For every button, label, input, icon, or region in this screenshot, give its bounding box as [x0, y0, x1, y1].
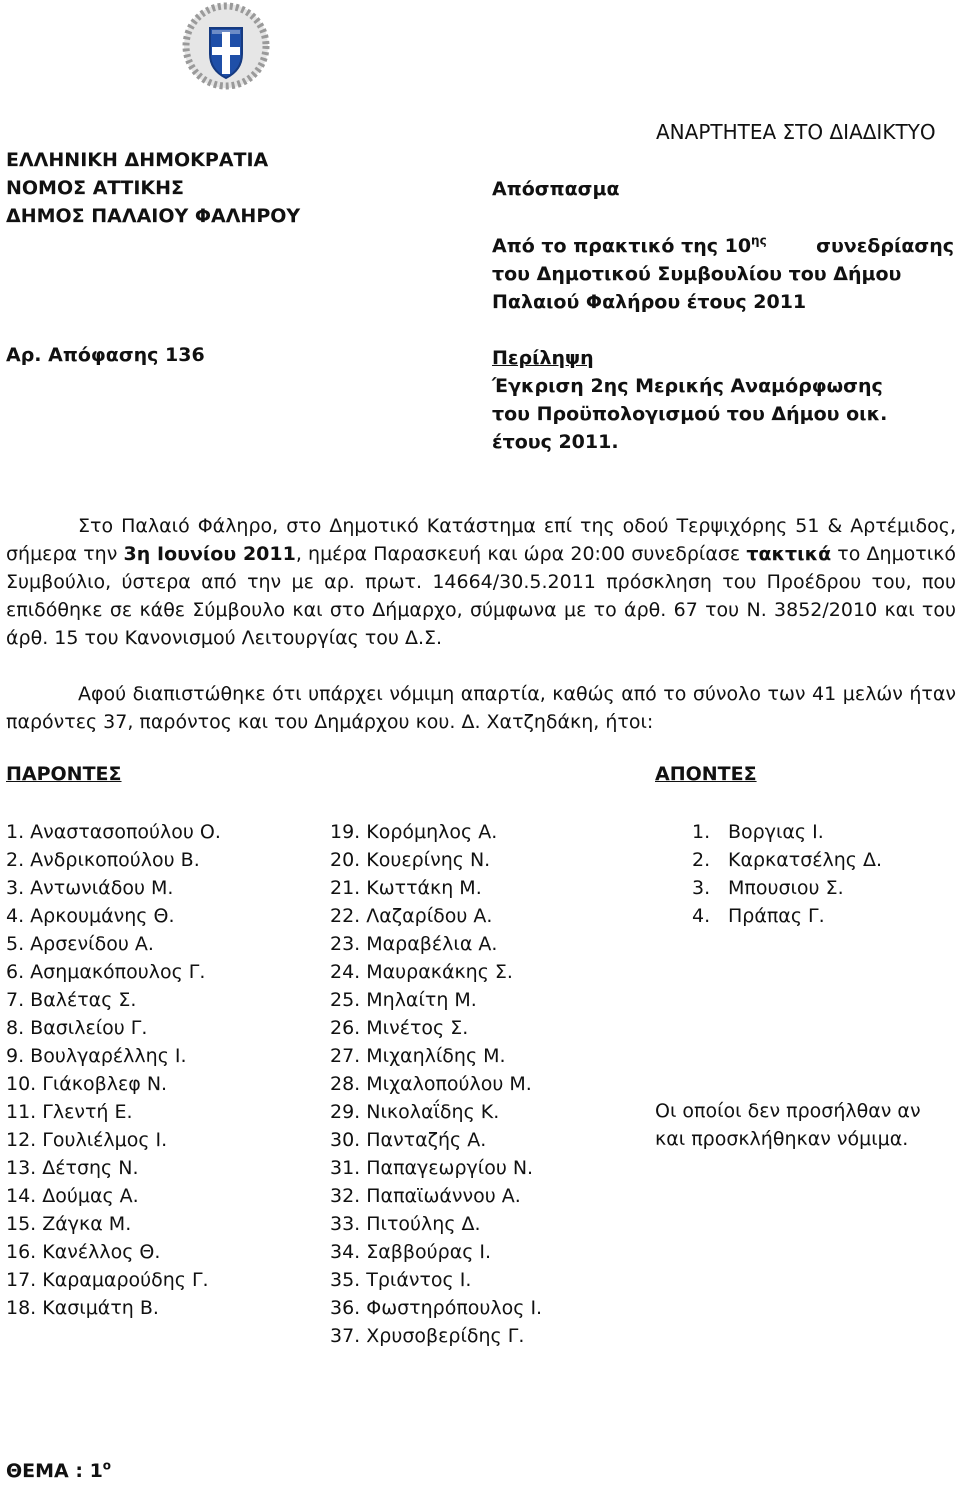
list-item: 24. Μαυρακάκης Σ. — [330, 961, 513, 983]
list-name: Μπουσιου Σ. — [728, 877, 844, 899]
list-item: 8. Βασιλείου Γ. — [6, 1017, 148, 1039]
decision-number: Αρ. Απόφασης 136 — [6, 344, 205, 366]
list-item — [692, 874, 882, 902]
list-item: 2. Ανδρικοπούλου Β. — [6, 849, 200, 871]
list-item: 6. Ασημακόπουλος Γ. — [6, 961, 206, 983]
summary-line-3: έτους 2011. — [492, 431, 619, 453]
greek-state-emblem-icon — [182, 2, 270, 90]
subject-heading — [6, 1460, 111, 1482]
list-item: 17. Καραμαρούδης Γ. — [6, 1269, 209, 1291]
list-item — [692, 846, 882, 874]
list-item: 28. Μιχαλοπούλου Μ. — [330, 1073, 532, 1095]
session-text-b: , ημέρα Παρασκευή και ώρα 20:00 συνεδρίασε — [295, 543, 747, 565]
list-number: 1. — [692, 821, 711, 843]
list-item: 15. Ζάγκα Μ. — [6, 1213, 132, 1235]
absent-note-line-1: Οι οποίοι δεν προσήλθαν αν — [655, 1100, 921, 1122]
list-item: 10. Γιάκοβλεφ Ν. — [6, 1073, 168, 1095]
minutes-text-pre: Από το πρακτικό της 10 — [492, 235, 752, 257]
summary-line-2: του Προϋπολογισμού του Δήμου οικ. — [492, 403, 888, 425]
present-title: ΠΑΡΟΝΤΕΣ — [6, 763, 122, 785]
list-item: 27. Μιχαηλίδης Μ. — [330, 1045, 506, 1067]
list-name: Πράπας Γ. — [728, 905, 825, 927]
list-name: Καρκατσέλης Δ. — [728, 849, 883, 871]
prefecture-label: ΝΟΜΟΣ ΑΤΤΙΚΗΣ — [6, 177, 185, 199]
issuer-block — [6, 146, 300, 230]
list-item: 7. Βαλέτας Σ. — [6, 989, 137, 1011]
list-item: 21. Κωττάκη Μ. — [330, 877, 482, 899]
present-list-2 — [330, 818, 542, 1350]
list-item: 36. Φωστηρόπουλος Ι. — [330, 1297, 543, 1319]
list-item: 23. Μαραβέλια Α. — [330, 933, 498, 955]
minutes-line-3: Παλαιού Φαλήρου έτους 2011 — [492, 291, 807, 313]
present-list-1 — [6, 818, 221, 1322]
list-item: 29. Νικολαΐδης Κ. — [330, 1101, 500, 1123]
session-type: τακτικά — [746, 543, 832, 565]
internet-notice: ΑΝΑΡΤΗΤΕΑ ΣΤΟ ΔΙΑΔΙΚΤΥΟ — [656, 120, 936, 144]
list-item: 31. Παπαγεωργίου Ν. — [330, 1157, 534, 1179]
minutes-ordinal: ης — [751, 233, 767, 248]
list-number: 4. — [692, 905, 711, 927]
list-item: 11. Γλεντή Ε. — [6, 1101, 133, 1123]
session-date: 3η Ιουνίου 2011 — [123, 543, 296, 565]
list-item: 1. Αναστασοπούλου Ο. — [6, 821, 221, 843]
subject-text: ΘΕΜΑ : 1 — [6, 1460, 103, 1482]
list-item: 14. Δούμας Α. — [6, 1185, 139, 1207]
absent-title: ΑΠΟΝΤΕΣ — [655, 763, 757, 785]
list-item: 18. Κασιμάτη Β. — [6, 1297, 159, 1319]
list-item: 20. Κουερίνης Ν. — [330, 849, 491, 871]
list-item: 22. Λαζαρίδου Α. — [330, 905, 493, 927]
list-item: 9. Βουλγαρέλλης Ι. — [6, 1045, 187, 1067]
list-item: 34. Σαββούρας Ι. — [330, 1241, 492, 1263]
summary-block — [492, 344, 954, 456]
list-item: 30. Πανταζής Α. — [330, 1129, 487, 1151]
list-item — [692, 902, 882, 930]
absent-note-line-2: και προσκλήθηκαν νόμιμα. — [655, 1128, 909, 1150]
list-item: 37. Χρυσοβερίδης Γ. — [330, 1325, 525, 1347]
quorum-paragraph: Αφού διαπιστώθηκε ότι υπάρχει νόμιμη απαρτία, καθώς από το σύνολο των 41 μελών ήταν παρόντες 37, παρόντος και του Δημάρχου κου. Δ. Χατζηδάκη, ήτοι: — [6, 683, 956, 733]
list-item: 4. Αρκουμάνης Θ. — [6, 905, 175, 927]
session-text-a: Στο Παλαιό Φάληρο, στο Δημοτικό Κατάστημα επί της οδού Τερψιχόρης 51 & Αρτέμιδος, σήμερα την — [6, 515, 956, 565]
list-item: 35. Τριάντος Ι. — [330, 1269, 472, 1291]
list-number: 2. — [692, 849, 711, 871]
extract-title: Απόσπασμα — [492, 178, 620, 200]
list-item: 3. Αντωνιάδου Μ. — [6, 877, 174, 899]
minutes-text-post: συνεδρίασης — [816, 235, 954, 257]
list-item: 26. Μινέτος Σ. — [330, 1017, 469, 1039]
session-paragraph — [6, 512, 956, 652]
republic-label: ΕΛΛΗΝΙΚΗ ΔΗΜΟΚΡΑΤΙΑ — [6, 149, 269, 171]
list-item: 33. Πιτούλης Δ. — [330, 1213, 481, 1235]
list-item: 32. Παπαϊωάννου Α. — [330, 1185, 521, 1207]
absent-note — [655, 1097, 921, 1153]
summary-title: Περίληψη — [492, 347, 594, 369]
municipality-label: ΔΗΜΟΣ ΠΑΛΑΙΟΥ ΦΑΛΗΡΟΥ — [6, 205, 301, 227]
minutes-line-2: του Δημοτικού Συμβουλίου του Δήμου — [492, 263, 902, 285]
minutes-reference — [492, 232, 954, 316]
list-item: 5. Αρσενίδου Α. — [6, 933, 154, 955]
list-item: 19. Κορόμηλος Α. — [330, 821, 498, 843]
list-item: 13. Δέτσης Ν. — [6, 1157, 139, 1179]
absent-list — [692, 818, 882, 930]
list-item: 12. Γουλιέλμος Ι. — [6, 1129, 168, 1151]
list-name: Βοργιας Ι. — [728, 821, 824, 843]
session-text-c: το Δημοτικό Συμβούλιο, ύστερα από την με αρ. πρωτ. 14664/30.5.2011 πρόσκληση του Προέδρου του, που επιδόθηκε σε κάθε Σύμβουλο και στο Δήμαρχο, σύμφωνα με το άρθ. 67 του Ν. 3852/2010 και του άρθ. 15 του Κανονισμού Λειτουργίας του Δ.Σ. — [6, 543, 956, 649]
list-item — [692, 818, 882, 846]
subject-ordinal: ο — [102, 1458, 112, 1473]
list-item: 16. Κανέλλος Θ. — [6, 1241, 161, 1263]
list-item: 25. Μηλαίτη Μ. — [330, 989, 477, 1011]
summary-line-1: Έγκριση 2ης Μερικής Αναμόρφωσης — [492, 375, 883, 397]
list-number: 3. — [692, 877, 711, 899]
